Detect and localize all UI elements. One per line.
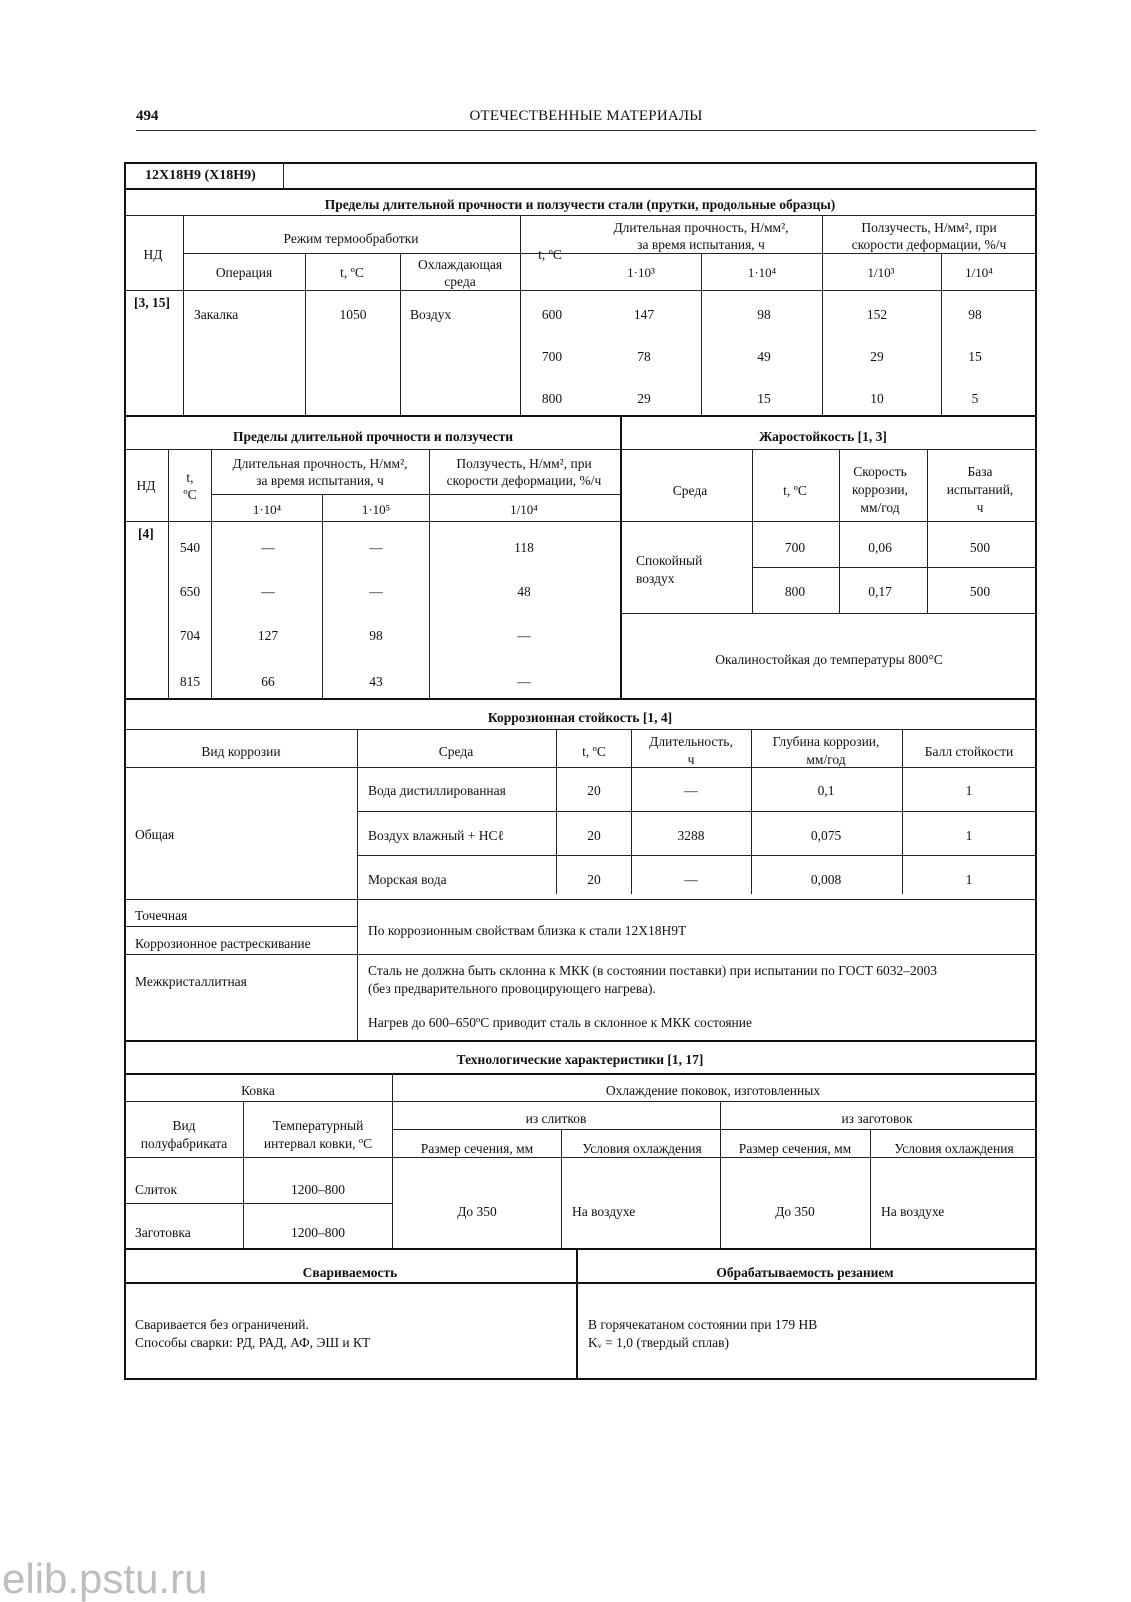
t1-subheader: 1·10⁴ [747,265,777,280]
t1-header-mode: Режим термообработки [283,231,419,246]
table-cell: 500 [969,540,991,555]
rule [124,521,620,522]
t1-subheader: 1/10³ [867,265,895,280]
t3-header-temp: t, ºС [783,483,807,498]
machinability-text: В горячекатаном состоянии при 179 НВ [588,1317,818,1332]
table-cell: — [684,783,698,798]
rule [720,1101,721,1248]
rule [124,215,1037,216]
weldability-text: Сваривается без ограничений. [135,1317,309,1332]
t4-header-type: Вид коррозии [201,744,281,759]
grade-box-divider [283,162,284,189]
rule [243,1101,244,1248]
table-cell: 0,06 [868,540,892,555]
t3-header-speed: мм/год [860,500,900,515]
t1-header-creep: Ползучесть, Н/мм², при [861,220,997,235]
t5-header-range: интервал ковки, ºС [263,1136,373,1151]
table-cell: 43 [369,674,383,689]
table-cell: 800 [784,584,806,599]
table-cell: На воздухе [881,1204,945,1219]
t5-header-type: Вид [172,1118,196,1133]
t2-header-durability: Длительная прочность, Н/мм², [232,456,408,471]
table-cell: 98 [968,307,982,322]
table-cell: 0,008 [810,872,842,887]
rule [576,1248,578,1380]
t1-temp: 1050 [339,307,367,322]
t2-header-durability: за время испытания, ч [256,473,384,488]
table-cell: Воздух влажный + HCℓ [368,828,504,843]
t4-pitting-note: По коррозионным свойствам близка к стали 12Х18Н9Т [368,923,687,938]
rule [124,954,1037,955]
table-cell: — [517,674,531,689]
table-cell: 152 [866,307,888,322]
rule [870,1129,871,1248]
t5-header-range: Температурный [272,1118,364,1133]
table-cell: 49 [757,349,771,364]
t1-header-durability: Длительная прочность, Н/мм², [613,220,789,235]
t4-header-depth: мм/год [806,752,846,767]
rule [752,449,753,614]
rule [124,1101,1037,1102]
rule [124,1203,392,1204]
t3-header-speed: коррозии, [851,482,909,497]
rule [927,449,928,614]
table-cell: — [261,540,275,555]
t3-note: Окалиностойкая до температуры 800°С [715,652,943,667]
table-cell: 20 [587,828,601,843]
table-cell: 29 [637,391,651,406]
rule [124,1282,1037,1284]
t4-pitting: Точечная [135,908,188,923]
table-cell: Морская вода [368,872,447,887]
t5-header-cond: Условия охлаждения [894,1141,1014,1156]
t1-header-operation: Операция [215,265,273,280]
table-cell: 118 [514,540,534,555]
t1-header-medium: Охлаждающая [417,257,503,272]
rule [400,253,401,415]
table-cell: 98 [757,307,771,322]
rule [305,253,306,415]
table-cell: 78 [637,349,651,364]
table-cell: Заготовка [135,1225,191,1240]
t3-header-base: ч [976,500,984,515]
t2-nd-ref: [4] [138,526,154,541]
rule [701,253,702,415]
table-cell: — [369,584,383,599]
rule [620,521,1037,522]
rule [124,290,1037,291]
t2-subheader: 1/10⁴ [510,502,538,517]
t4-ig-text: (без предварительного провоцирующего нагрева). [368,981,656,996]
table-cell: 650 [179,584,201,599]
t4-header-temp: t, ºС [582,744,606,759]
t5-header-billets: из заготовок [841,1111,913,1126]
t3-medium: Спокойный [636,553,703,568]
t1-subheader: 1·10³ [627,265,655,280]
t4-general: Общая [135,827,175,842]
table-cell: 15 [757,391,771,406]
t1-header-nd: НД [143,247,163,262]
table-cell: 127 [257,628,279,643]
table-cell: 0,17 [868,584,892,599]
t4-ig-text: Нагрев до 600–650ºС приводит сталь в склонное к МКК состояние [368,1015,752,1030]
table-cell: 1200–800 [291,1182,345,1197]
t2-header-creep: Ползучесть, Н/мм², при [456,456,592,471]
table-cell: 0,075 [810,828,842,843]
t1-header-temp: t, ºС [340,265,364,280]
weldability-title: Свариваемость [302,1265,398,1280]
t1-medium: Воздух [410,307,452,322]
table-cell: 1 [965,872,973,887]
table-cell: 500 [969,584,991,599]
table-cell: — [369,540,383,555]
rule [392,1073,393,1248]
t5-header-type: полуфабриката [140,1136,228,1151]
table-cell: 540 [179,540,201,555]
table-cell: 10 [870,391,884,406]
table-cell: 1 [965,783,973,798]
rule [124,767,1037,768]
t1-nd-ref: [3, 15] [134,295,170,310]
table-cell: 815 [179,674,201,689]
table-cell: 48 [517,584,531,599]
table-cell: На воздухе [572,1204,636,1219]
rule [822,215,823,415]
data-sheet-frame [124,162,1037,1380]
table-cell: До 350 [457,1204,497,1219]
rule [429,449,430,698]
rule [124,926,357,927]
table-cell: До 350 [775,1204,815,1219]
table1-title: Пределы длительной прочности и ползучести стали (прутки, продольные образцы) [324,197,836,212]
t1-header-test-temp: t, ºС [538,247,562,262]
rule [752,567,1037,568]
rule [211,494,620,495]
rule [620,415,622,698]
rule [211,449,212,698]
table-cell: 3288 [677,828,705,843]
table-cell: 20 [587,783,601,798]
t5-header-cond: Условия охлаждения [582,1141,702,1156]
table-cell: Вода дистиллированная [368,783,506,798]
steel-grade: 12Х18Н9 (Х18Н9) [145,168,256,183]
t1-header-durability: за время испытания, ч [637,237,765,252]
t2-header-nd: НД [136,478,156,493]
t1-operation: Закалка [194,307,239,322]
t5-header-ingots: из слитков [525,1111,587,1126]
running-title: ОТЕЧЕСТВЕННЫЕ МАТЕРИАЛЫ [469,108,703,124]
t2-subheader: 1·10⁴ [252,502,282,517]
table-cell: Слиток [135,1182,177,1197]
t4-header-depth: Глубина коррозии, [772,734,880,749]
watermark: elib.pstu.ru [2,1555,208,1602]
table-cell: 800 [541,391,563,406]
table3-title: Жаростойкость [1, 3] [759,429,887,444]
table-cell: 0,1 [817,783,835,798]
table-cell: 1 [965,828,973,843]
rule [561,1129,562,1248]
t5-header-size: Размер сечения, мм [420,1141,534,1156]
t4-header-duration: Длительность, [649,734,733,749]
machinability-title: Обрабатываемость резанием [716,1265,894,1280]
table-cell: 15 [968,349,982,364]
rule [124,188,1037,190]
page-number: 494 [136,108,159,124]
t4-header-medium: Среда [438,744,474,759]
rule [183,253,1037,254]
t2-header-temp: ºС [183,487,197,502]
table-cell: 1200–800 [291,1225,345,1240]
rule [357,729,358,1040]
rule [124,1157,1037,1158]
t3-header-medium: Среда [672,483,708,498]
t4-cracking: Коррозионное растрескивание [135,936,311,951]
rule [124,899,1037,900]
t5-header-size: Размер сечения, мм [738,1141,852,1156]
table-cell: 5 [971,391,979,406]
machinability-text: Kᵥ = 1,0 (твердый сплав) [588,1335,729,1350]
table-cell: 704 [179,628,201,643]
rule [124,729,1037,730]
t1-header-creep: скорости деформации, %/ч [851,237,1007,252]
table-cell: 20 [587,872,601,887]
table2-title: Пределы длительной прочности и ползучести [232,429,514,444]
table-cell: 29 [870,349,884,364]
t2-header-creep: скорости деформации, %/ч [446,473,602,488]
rule [124,415,1037,417]
page-header [136,108,1036,131]
t4-ig-text: Сталь не должна быть склонна к МКК (в состоянии поставки) при испытании по ГОСТ 6032–2003 [368,963,937,978]
rule [124,1040,1037,1042]
table4-title: Коррозионная стойкость [1, 4] [487,710,673,725]
rule [941,253,942,415]
rule [168,449,169,698]
t2-subheader: 1·10⁵ [361,502,391,517]
t1-subheader: 1/10⁴ [965,265,993,280]
rule [392,1129,1037,1130]
rule [124,449,1037,450]
t4-header-score: Балл стойкости [924,744,1014,759]
t1-header-medium: среда [444,274,476,289]
t3-header-base: испытаний, [946,482,1014,497]
table-cell: — [684,872,698,887]
rule [124,1248,1037,1250]
table-cell: — [261,584,275,599]
rule [520,215,521,415]
rule [839,449,840,614]
table-cell: 98 [369,628,383,643]
weldability-text: Способы сварки: РД, РАД, АФ, ЭШ и КТ [135,1335,371,1350]
table-cell: — [517,628,531,643]
table5-title: Технологические характеристики [1, 17] [456,1052,704,1067]
t3-header-base: База [967,464,993,479]
t2-header-temp: t, [186,470,194,485]
rule [183,215,184,415]
t4-intergranular: Межкристаллитная [135,974,247,989]
t5-header-cooling: Охлаждение поковок, изготовленных [605,1083,821,1098]
table-cell: 147 [633,307,655,322]
table-cell: 700 [541,349,563,364]
rule [124,698,1037,700]
t4-header-duration: ч [687,752,695,767]
rule [357,855,1037,856]
t5-header-forging: Ковка [241,1083,275,1098]
table-cell: 600 [541,307,563,322]
rule [357,811,1037,812]
rule [322,494,323,698]
table-cell: 66 [261,674,275,689]
t3-medium: воздух [636,571,675,586]
rule [124,1073,1037,1075]
t3-header-speed: Скорость [853,464,907,479]
rule [620,613,1037,614]
table-cell: 700 [784,540,806,555]
